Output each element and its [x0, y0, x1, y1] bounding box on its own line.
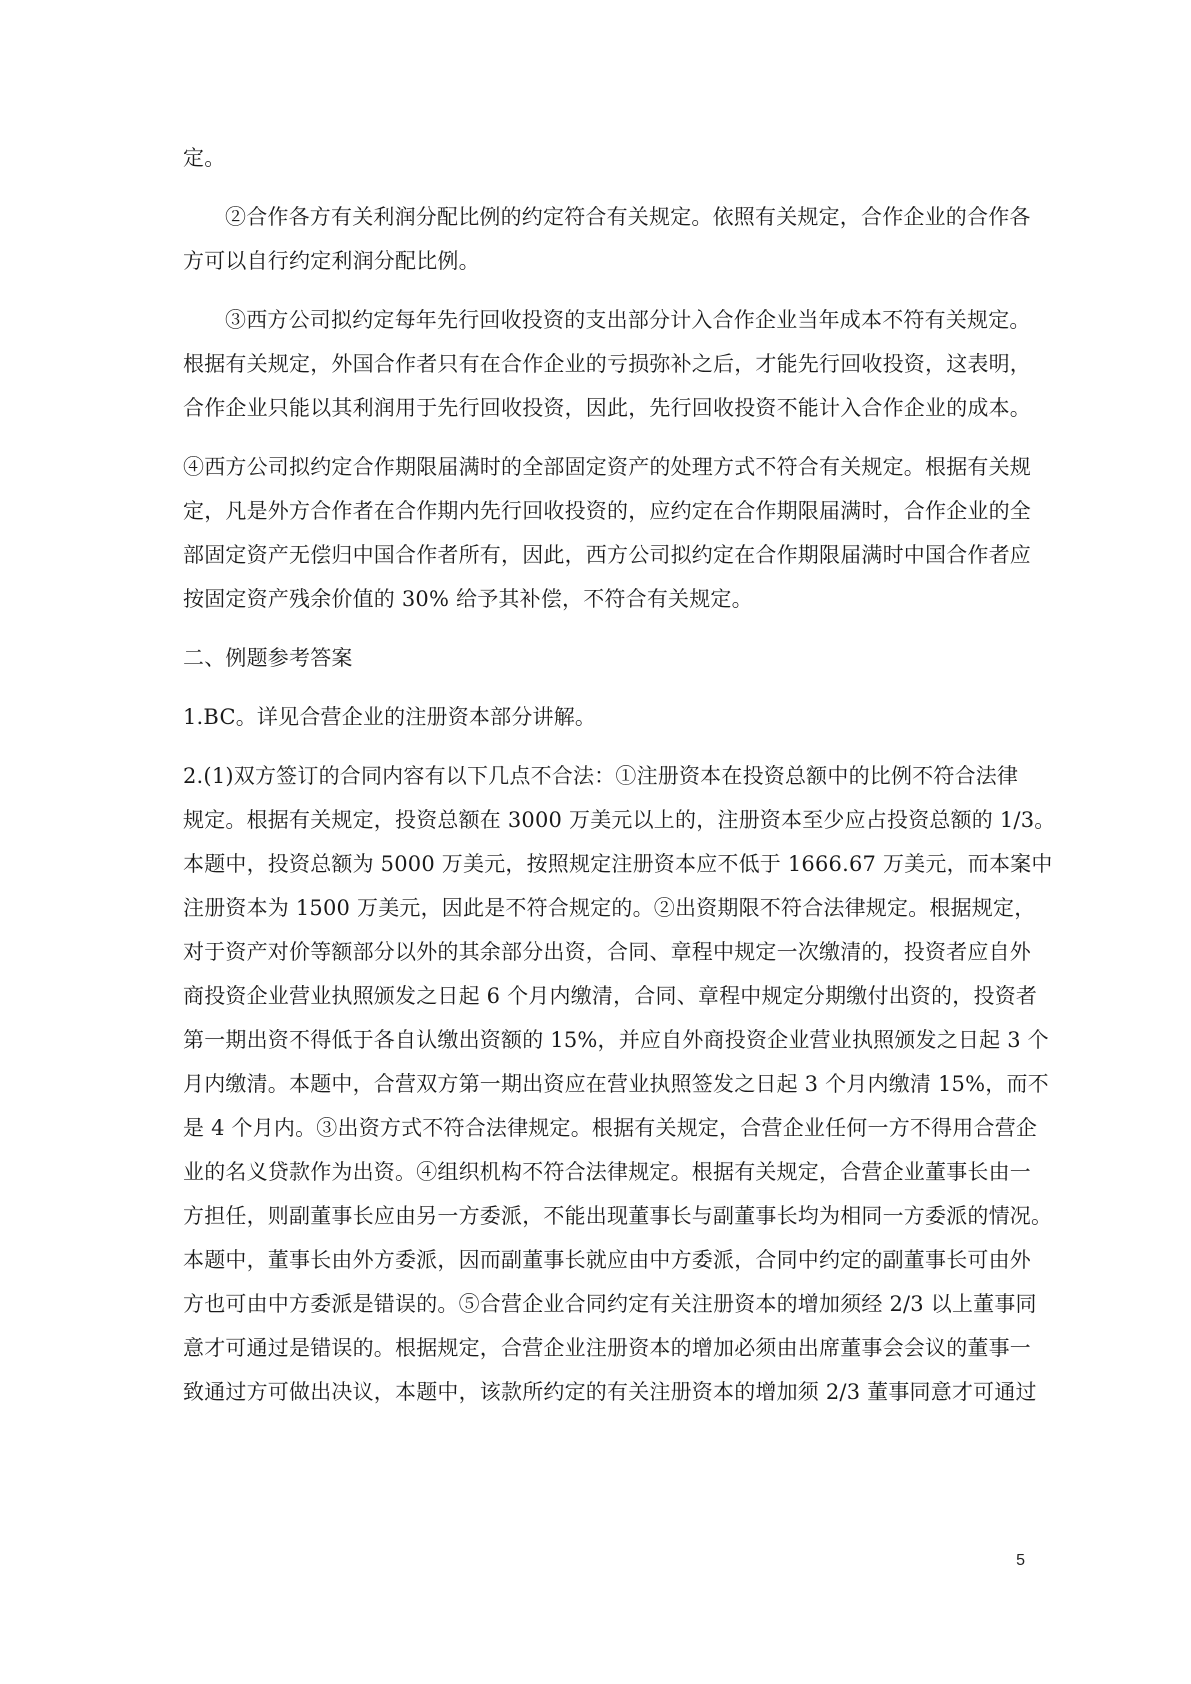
text-line: 月内缴清。本题中，合营双方第一期出资应在营业执照签发之日起 3 个月内缴清 15%，而不	[183, 1072, 1049, 1096]
text-line: 2.(1)双方签订的合同内容有以下几点不合法：①注册资本在投资总额中的比例不符合法律	[183, 764, 1019, 788]
text-line: 方可以自行约定利润分配比例。	[183, 249, 480, 273]
text-line: 本题中，投资总额为 5000 万美元，按照规定注册资本应不低于 1666.67 万美元，而本案中	[183, 852, 1053, 876]
text-line: 规定。根据有关规定，投资总额在 3000 万美元以上的，注册资本至少应占投资总额的 1/3。	[183, 808, 1056, 832]
section-heading: 二、例题参考答案	[183, 646, 353, 670]
text-line: 根据有关规定，外国合作者只有在合作企业的亏损弥补之后，才能先行回收投资，这表明，	[183, 352, 1031, 376]
text-line: 按固定资产残余价值的 30% 给予其补偿，不符合有关规定。	[183, 587, 753, 611]
text-line: 1.BC。详见合营企业的注册资本部分讲解。	[183, 705, 597, 729]
text-line: 第一期出资不得低于各自认缴出资额的 15%，并应自外商投资企业营业执照颁发之日起 3 个	[183, 1028, 1049, 1052]
text-line: 是 4 个月内。③出资方式不符合法律规定。根据有关规定，合营企业任何一方不得用合营企	[183, 1116, 1038, 1140]
page-number: 5	[1016, 1552, 1025, 1569]
text-line: 商投资企业营业执照颁发之日起 6 个月内缴清，合同、章程中规定分期缴付出资的，投资者	[183, 984, 1038, 1008]
text-line: 定。	[183, 146, 226, 170]
text-line: 方也可由中方委派是错误的。⑤合营企业合同约定有关注册资本的增加须经 2/3 以上董事同	[183, 1292, 1037, 1316]
text-line: 对于资产对价等额部分以外的其余部分出资，合同、章程中规定一次缴清的，投资者应自外	[183, 940, 1031, 964]
text-line: 意才可通过是错误的。根据规定，合营企业注册资本的增加必须由出席董事会会议的董事一	[183, 1336, 1031, 1360]
text-line: 注册资本为 1500 万美元，因此是不符合规定的。②出资期限不符合法律规定。根据规定，	[183, 896, 1036, 920]
text-line: 致通过方可做出决议，本题中，该款所约定的有关注册资本的增加须 2/3 董事同意才可通过	[183, 1380, 1037, 1404]
text-line: 部固定资产无偿归中国合作者所有，因此，西方公司拟约定在合作期限届满时中国合作者应	[183, 543, 1031, 567]
text-line: 本题中，董事长由外方委派，因而副董事长就应由中方委派，合同中约定的副董事长可由外	[183, 1248, 1031, 1272]
text-line: 方担任，则副董事长应由另一方委派，不能出现董事长与副董事长均为相同一方委派的情况。	[183, 1204, 1053, 1228]
text-line: ④西方公司拟约定合作期限届满时的全部固定资产的处理方式不符合有关规定。根据有关规	[183, 455, 1031, 479]
text-line: 业的名义贷款作为出资。④组织机构不符合法律规定。根据有关规定，合营企业董事长由一	[183, 1160, 1031, 1184]
text-line: 定，凡是外方合作者在合作期内先行回收投资的，应约定在合作期限届满时，合作企业的全	[183, 499, 1031, 523]
text-line: 合作企业只能以其利润用于先行回收投资，因此，先行回收投资不能计入合作企业的成本。	[183, 396, 1031, 420]
text-line: ②合作各方有关利润分配比例的约定符合有关规定。依照有关规定，合作企业的合作各	[225, 205, 1031, 229]
text-line: ③西方公司拟约定每年先行回收投资的支出部分计入合作企业当年成本不符有关规定。	[225, 308, 1031, 332]
